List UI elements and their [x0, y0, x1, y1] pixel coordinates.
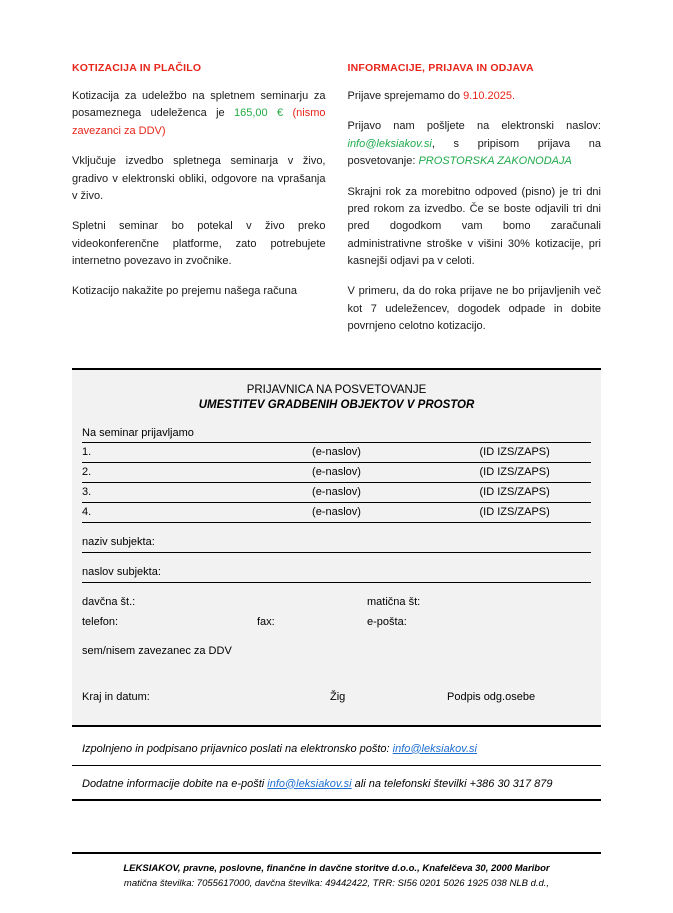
left-column [72, 62, 326, 336]
tax-number-label: davčna št.: [82, 595, 136, 608]
application-email-link[interactable]: info@leksiakov.si [347, 137, 432, 150]
registration-number-label: matična št: [367, 595, 421, 608]
application-email-paragraph [348, 118, 602, 170]
signature-label: Podpis odg.osebe [447, 690, 536, 703]
subject-name-label: naziv subjekta: [82, 535, 155, 548]
submission-note [72, 727, 601, 766]
vat-statement-label: sem/nisem zavezanec za DDV [82, 644, 232, 657]
registrant-number: 3. [82, 482, 235, 502]
right-column-heading: INFORMACIJE, PRIJAVA IN ODJAVA [347, 62, 534, 74]
submission-note-text: Izpolnjeno in podpisano prijavnico poslati na elektronsko pošto: [82, 742, 393, 755]
form-subtitle: UMESTITEV GRADBENIH OBJEKTOV V PROSTOR [198, 398, 475, 411]
fax-label: fax: [257, 615, 275, 628]
registrant-email-hint: (e-naslov) [235, 442, 439, 462]
footer-company-line: LEKSIAKOV, pravne, poslovne, finančne in davčne storitve d.o.o., Knafelčeva 30, 2000 Maribor [123, 862, 550, 874]
additional-info-note [72, 766, 601, 801]
additional-info-text-part1: Dodatne informacije dobite na e-pošti [82, 777, 268, 790]
signature-row[interactable] [82, 661, 591, 709]
place-date-label: Kraj in datum: [82, 690, 150, 703]
form-title: PRIJAVNICA NA POSVETOVANJE [246, 383, 427, 396]
subject-address-label: naslov subjekta: [82, 565, 161, 578]
left-column-heading: KOTIZACIJA IN PLAČILO [72, 62, 202, 74]
table-row[interactable] [82, 442, 591, 462]
top-two-column-section [72, 0, 601, 336]
additional-info-text-part2: ali na telefonski številki +386 30 317 879 [351, 777, 553, 790]
stamp-label: Žig [330, 690, 346, 703]
submission-note-email-link[interactable]: info@leksiakov.si [392, 742, 477, 755]
includes-paragraph: Vključuje izvedbo spletnega seminarja v živo, gradivo v elektronski obliki, odgovore na vprašanja v živo. [72, 155, 326, 202]
table-row[interactable] [82, 482, 591, 502]
subject-name-field[interactable] [82, 523, 591, 553]
additional-info-email-link[interactable]: info@leksiakov.si [267, 777, 352, 790]
deadline-date: 9.10.2025. [463, 90, 516, 102]
registration-form [72, 368, 601, 727]
page-footer [72, 852, 601, 891]
vat-statement-field[interactable] [82, 632, 591, 661]
registrants-label: Na seminar prijavljamo [82, 426, 194, 439]
fee-price: 165,00 € [234, 107, 293, 120]
phone-label: telefon: [82, 615, 119, 628]
registrants-table [82, 442, 591, 523]
minimum-attendance-paragraph: V primeru, da do roka prijave ne bo prijavljenih več kot 7 udeležencev, dogodek odpade in dobite povrnjeno celotno kotizacijo. [347, 285, 601, 333]
registrant-number: 4. [82, 502, 235, 522]
registrant-email-hint: (e-naslov) [235, 502, 439, 522]
registrant-id-hint: (ID IZS/ZAPS) [438, 482, 591, 502]
table-row[interactable] [82, 502, 591, 522]
registrant-number: 2. [82, 462, 235, 482]
table-row[interactable] [82, 462, 591, 482]
registrant-id-hint: (ID IZS/ZAPS) [438, 462, 591, 482]
fee-vat-note: (nismo zavezanci za DDV) [72, 107, 326, 137]
application-text-part2: , s pripisom prijava na posvetovanje: [347, 137, 601, 168]
registrant-number: 1. [82, 442, 235, 462]
registrant-email-hint: (e-naslov) [235, 482, 439, 502]
application-text-part1: Prijavo nam pošljete na elektronski naslov: [347, 120, 601, 133]
cancellation-paragraph: Skrajni rok za morebitno odpoved (pisno) je tri dni pred rokom za izvedbo. Če se boste odjavili tri dni pred dogodkom vam bomo zaračunali administrativne stroške v višini 30% kotizacije, pri kasnejši odjavi pa v celoti. [347, 185, 601, 267]
email-label: e-pošta: [367, 615, 407, 628]
registrant-id-hint: (ID IZS/ZAPS) [438, 442, 591, 462]
deadline-paragraph [348, 88, 602, 105]
contact-field[interactable] [82, 612, 591, 632]
application-topic: PROSTORSKA ZAKONODAJA [418, 155, 572, 168]
payment-paragraph: Kotizacijo nakažite po prejemu našega računa [72, 285, 298, 298]
registrant-email-hint: (e-naslov) [235, 462, 439, 482]
footer-registration-line: matična številka: 7055617000, davčna številka: 49442422, TRR: SI56 0201 5026 1925 038 NLB d.d., [123, 877, 550, 889]
subject-address-field[interactable] [82, 553, 591, 583]
deadline-text: Prijave sprejemamo do [347, 90, 464, 102]
fee-paragraph [72, 88, 326, 140]
tax-numbers-field[interactable] [82, 583, 591, 612]
right-column [348, 62, 602, 336]
fee-text-part1: Kotizacija za udeležbo na spletnem seminarju za posameznega udeleženca je [72, 90, 326, 120]
registrant-id-hint: (ID IZS/ZAPS) [438, 502, 591, 522]
platform-paragraph: Spletni seminar bo potekal v živo preko videokonferenčne platforme, zato potrebujete internetno povezavo in zvočnike. [72, 220, 326, 267]
